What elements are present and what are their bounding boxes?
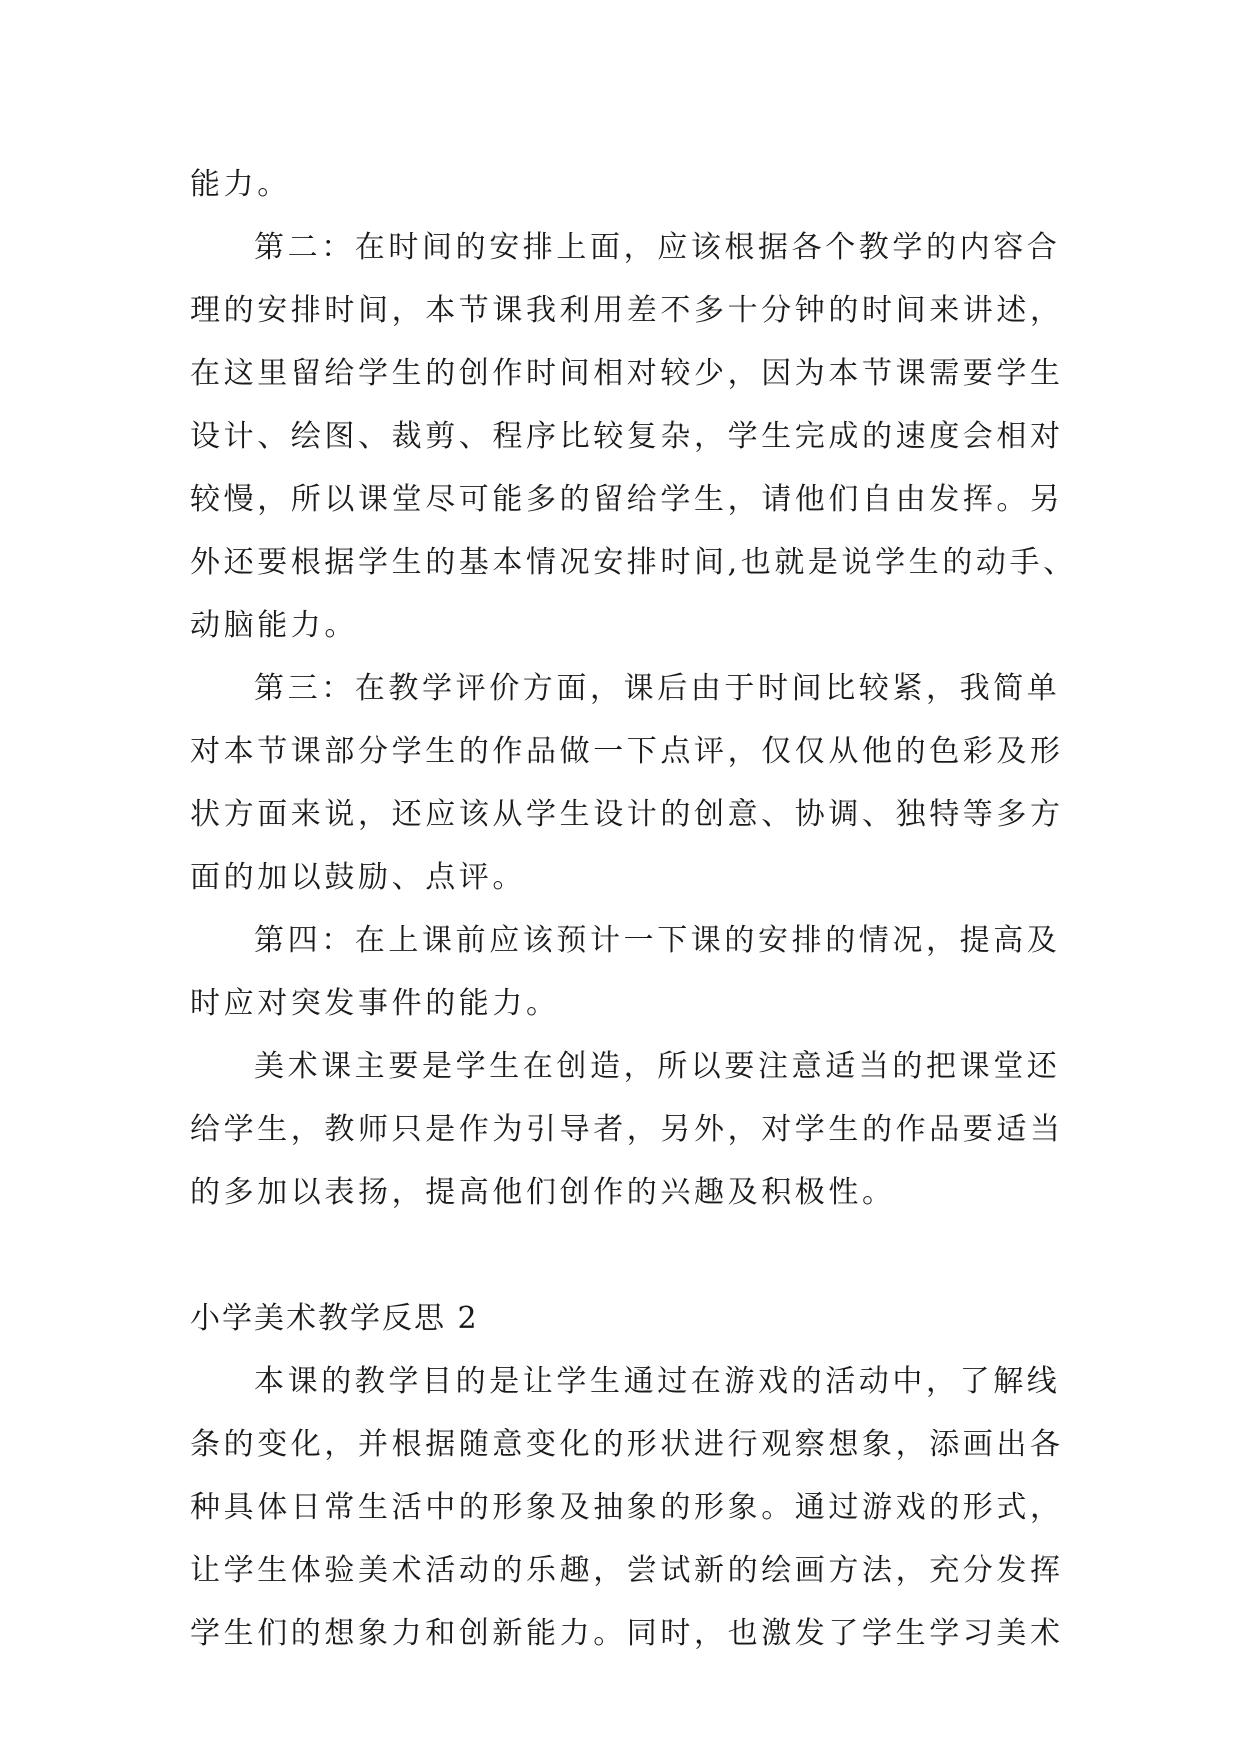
paragraph-line: 能力。	[190, 167, 291, 202]
paragraph-line: 第四：在上课前应该预计一下课的安排的情况，提高及	[254, 923, 1061, 958]
paragraph-line: 让学生体验美术活动的乐趣，尝试新的绘画方法，充分发挥	[190, 1553, 1064, 1588]
paragraph-line: 较慢，所以课堂尽可能多的留给学生，请他们自由发挥。另	[190, 482, 1064, 517]
paragraph-line: 理的安排时间，本节课我利用差不多十分钟的时间来讲述，	[190, 293, 1064, 328]
paragraph-line: 动脑能力。	[190, 608, 358, 643]
paragraph-line: 外还要根据学生的基本情况安排时间,也就是说学生的动手、	[190, 545, 1077, 580]
paragraph-line: 第三：在教学评价方面，课后由于时间比较紧，我简单	[254, 671, 1061, 706]
paragraph-line: 条的变化，并根据随意变化的形状进行观察想象，添画出各	[190, 1427, 1064, 1462]
paragraph-line: 对本节课部分学生的作品做一下点评，仅仅从他的色彩及形	[190, 734, 1064, 769]
paragraph-line: 美术课主要是学生在创造，所以要注意适当的把课堂还	[254, 1049, 1061, 1084]
paragraph-line: 状方面来说，还应该从学生设计的创意、协调、独特等多方	[190, 797, 1064, 832]
paragraph-line: 给学生，教师只是作为引导者，另外，对学生的作品要适当	[190, 1112, 1064, 1147]
paragraph-line: 面的加以鼓励、点评。	[190, 860, 526, 895]
paragraph-line: 在这里留给学生的创作时间相对较少，因为本节课需要学生	[190, 356, 1064, 391]
paragraph-line: 设计、绘图、裁剪、程序比较复杂，学生完成的速度会相对	[190, 419, 1064, 454]
paragraph-line: 学生们的想象力和创新能力。同时，也激发了学生学习美术	[190, 1616, 1064, 1651]
paragraph-line: 时应对突发事件的能力。	[190, 986, 560, 1021]
paragraph-line: 本课的教学目的是让学生通过在游戏的活动中，了解线	[254, 1364, 1061, 1399]
paragraph-line: 的多加以表扬，提高他们创作的兴趣及积极性。	[190, 1175, 896, 1210]
section-title: 小学美术教学反思 2	[190, 1301, 479, 1336]
paragraph-line: 种具体日常生活中的形象及抽象的形象。通过游戏的形式，	[190, 1490, 1064, 1525]
paragraph-line: 第二：在时间的安排上面，应该根据各个教学的内容合	[254, 230, 1061, 265]
